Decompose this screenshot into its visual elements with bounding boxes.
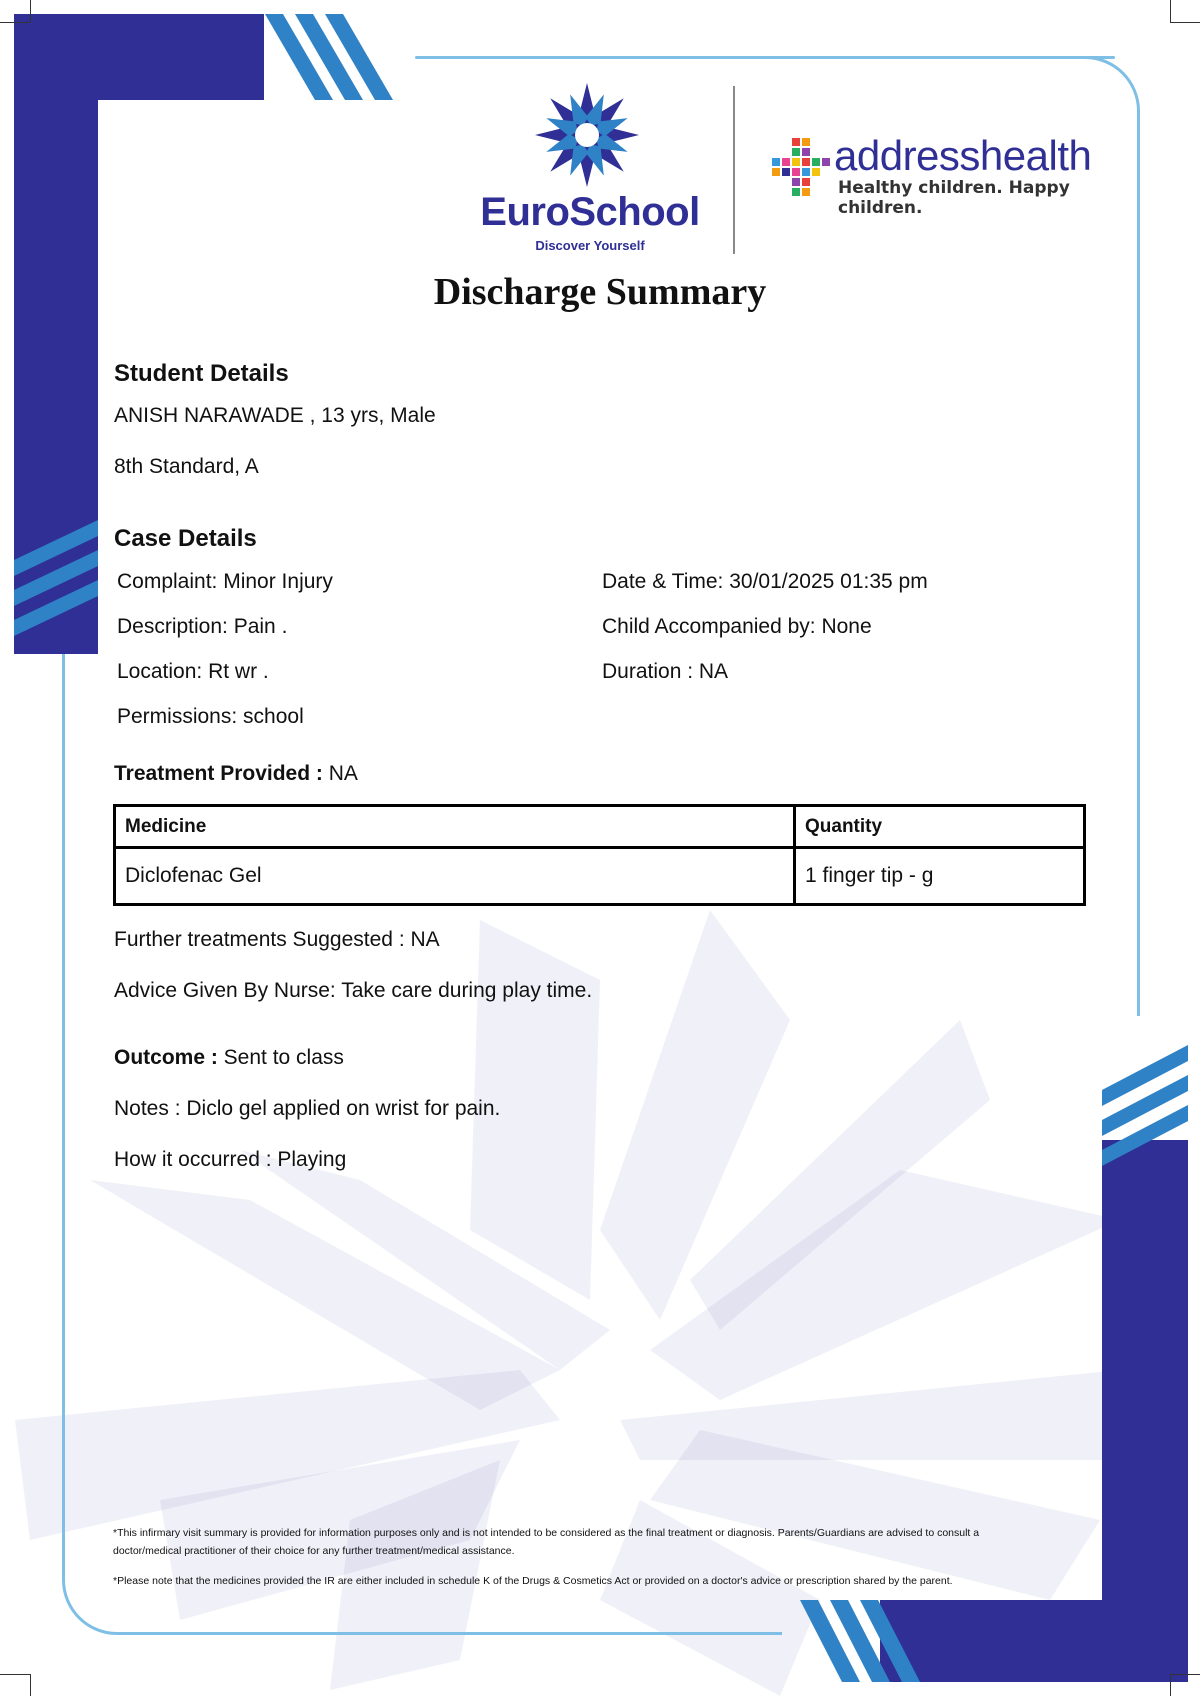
left-stripes-graphic [14, 520, 98, 650]
disclaimer-information: *This infirmary visit summary is provided for information purposes only and is not intended to be considered as the final treatment or diagnosis. Parents/Guardians are advised to consult a doctor/medical practitioner of their choice for any further treatment/medical assistance. [113, 1527, 980, 1557]
nurse-advice-line: Advice Given By Nurse: Take care during play time. [114, 979, 593, 1002]
euroschool-tagline: Discover Yourself [535, 238, 645, 253]
table-header-medicine: Medicine [115, 806, 795, 848]
frame-top-line [415, 56, 1115, 59]
datetime-line: Date & Time: 30/01/2025 01:35 pm [602, 570, 928, 593]
medicine-table [113, 804, 1086, 906]
treatment-provided-line [114, 762, 358, 786]
accompanied-line: Child Accompanied by: None [602, 615, 872, 638]
crop-mark [0, 22, 30, 23]
table-cell-quantity: 1 finger tip - g [795, 848, 1085, 905]
euroschool-name: EuroSchool [480, 190, 700, 234]
euroschool-logo [470, 80, 720, 255]
top-stripes-graphic [265, 14, 405, 100]
further-treatments-line: Further treatments Suggested : NA [114, 928, 440, 951]
bottom-stripes-graphic [800, 1600, 940, 1682]
logo-divider [733, 86, 735, 254]
notes-line: Notes : Diclo gel applied on wrist for pain. [114, 1097, 501, 1120]
table-row [115, 848, 1085, 905]
disclaimer-medicines: *Please note that the medicines provided the IR are either included in schedule K of the Drugs & Cosmetics Act or provided on a doctor's advice or prescription shared by the parent. [113, 1575, 953, 1587]
crop-mark [30, 1674, 31, 1696]
document-title: Discharge Summary [433, 271, 767, 313]
outcome-line [114, 1046, 344, 1070]
addresshealth-logo [770, 130, 1100, 218]
outcome-label: Outcome : [114, 1046, 218, 1069]
permissions-line: Permissions: school [117, 705, 304, 728]
frame-bottom-border [62, 1560, 782, 1635]
crop-mark [1170, 0, 1171, 22]
treatment-provided-label: Treatment Provided : [114, 762, 323, 785]
crop-mark [1170, 1674, 1171, 1696]
crop-mark [1170, 1674, 1200, 1675]
right-stripes-graphic [1102, 1040, 1188, 1170]
student-name-line: ANISH NARAWADE , 13 yrs, Male [114, 404, 436, 427]
crop-mark [0, 1674, 30, 1675]
case-details-heading: Case Details [114, 525, 257, 552]
crop-mark [30, 0, 31, 22]
table-header-quantity: Quantity [795, 806, 1085, 848]
description-line: Description: Pain . [117, 615, 288, 638]
right-navy-band [1102, 1140, 1188, 1680]
location-line: Location: Rt wr . [117, 660, 269, 683]
outcome-value: Sent to class [217, 1046, 344, 1069]
student-details-heading: Student Details [114, 360, 289, 387]
duration-line: Duration : NA [602, 660, 729, 683]
table-cell-medicine: Diclofenac Gel [115, 848, 795, 905]
how-occurred-line: How it occurred : Playing [114, 1148, 347, 1171]
table-header-row [115, 806, 1085, 848]
euroschool-flower-icon [532, 80, 642, 190]
complaint-line: Complaint: Minor Injury [117, 570, 333, 593]
addresshealth-cross-icon [770, 136, 832, 198]
addresshealth-tagline: Healthy children. Happy children. [838, 178, 1070, 218]
top-navy-band [14, 14, 264, 100]
crop-mark [1170, 22, 1200, 23]
treatment-provided-value: NA [322, 762, 358, 785]
student-class-line: 8th Standard, A [114, 455, 259, 478]
addresshealth-name: addresshealth [834, 132, 1092, 179]
frame-left-line [62, 640, 65, 1570]
